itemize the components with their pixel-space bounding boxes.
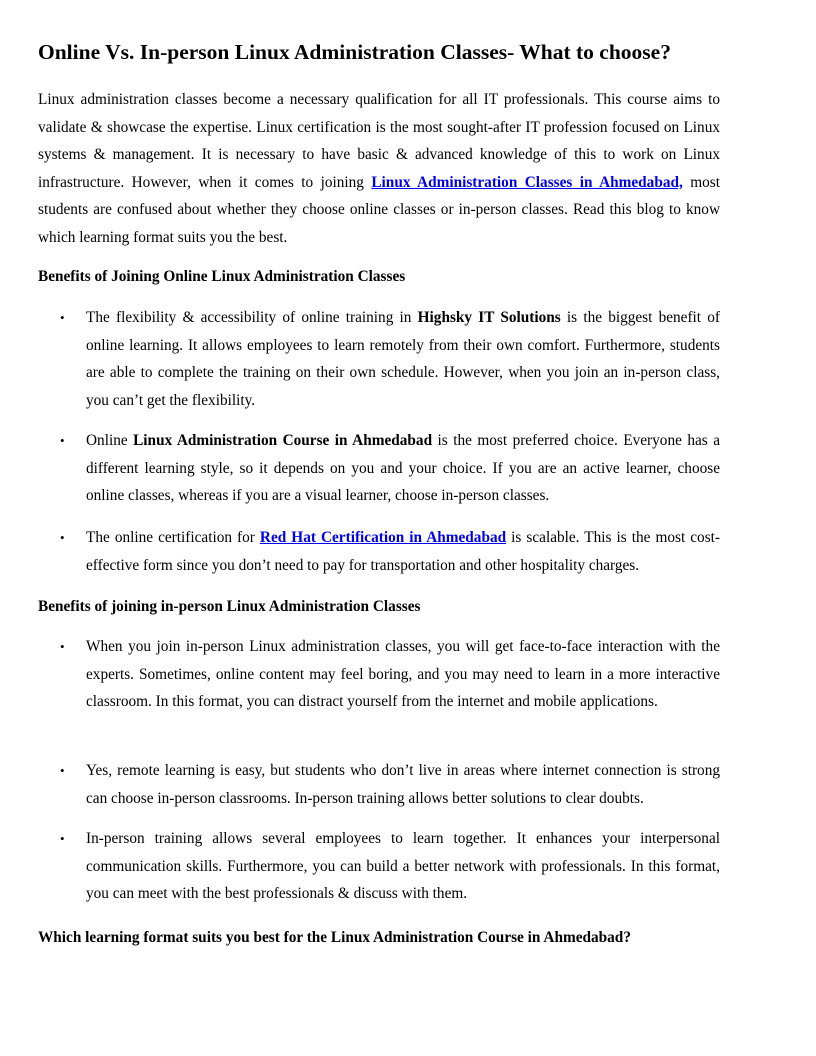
list-item (60, 524, 720, 579)
bullet-icon: • (60, 310, 65, 325)
intro-paragraph (38, 86, 720, 251)
bullet-bold-text: Highsky IT Solutions (417, 309, 561, 326)
bullet-text: Online (86, 432, 134, 449)
list-item (60, 825, 720, 908)
list-item (60, 304, 720, 414)
bullet-icon: • (60, 831, 65, 846)
online-benefits-heading: Benefits of Joining Online Linux Administration Classes (38, 268, 406, 285)
bullet-text: is the most preferred choice. Everyone has a different learning style, so it depends on you and your choice. If you are an active learner, choose online classes, whereas if you are a visual learner, choose in-person classes. (86, 432, 720, 504)
red-hat-certification-link[interactable]: Red Hat Certification in Ahmedabad (259, 529, 507, 546)
bullet-text: When you join in-person Linux administration classes, you will get face-to-face interaction with the experts. Sometimes, online content may feel boring, and you may need to learn in a more interactive classroom. In this format, you can distract yourself from the internet and mobile applications. (86, 638, 720, 710)
bullet-bold-text: Linux Administration Course in Ahmedabad (133, 432, 433, 449)
bullet-text: The flexibility & accessibility of online training in (86, 309, 418, 326)
bullet-text: is the biggest benefit of online learning. It allows employees to learn remotely from their own comfort. Furthermore, students are able to complete the training on their own schedule. However, when you join an in-person class, you can’t get the flexibility. (86, 309, 720, 409)
linux-classes-ahmedabad-link[interactable]: Linux Administration Classes in Ahmedabad, (371, 173, 683, 191)
bullet-icon: • (60, 530, 65, 545)
bullet-icon: • (60, 433, 65, 448)
inperson-benefits-heading: Benefits of joining in-person Linux Administration Classes (38, 598, 421, 615)
bullet-icon: • (60, 639, 65, 654)
bullet-text: is scalable. This is the most cost-effective form since you don’t need to pay for transportation and other hospitality charges. (86, 529, 720, 574)
bullet-icon: • (60, 763, 65, 778)
intro-text-before-link: Linux administration classes become a necessary qualification for all IT professionals. This course aims to validate & showcase the expertise. Linux certification is the most sought-after IT profession focused on Linux systems & management. It is necessary to have basic & advanced knowledge of this to work on Linux infrastructure. However, when it comes to joining (38, 91, 720, 191)
list-item (60, 757, 720, 812)
intro-text-after-link: most students are confused about whether they choose online classes or in-person classes. Read this blog to know which learning format suits you the best. (38, 173, 720, 246)
page-title: Online Vs. In-person Linux Administration Classes- What to choose? (38, 40, 671, 64)
bullet-text: In-person training allows several employees to learn together. It enhances your interpersonal communication skills. Furthermore, you can build a better network with professionals. In this format, you can meet with the best professionals & discuss with them. (86, 830, 720, 902)
list-item (60, 427, 720, 510)
list-item (60, 633, 720, 716)
final-question-heading: Which learning format suits you best for the Linux Administration Course in Ahmedabad? (38, 929, 631, 946)
bullet-text: The online certification for (86, 529, 260, 546)
bullet-text: Yes, remote learning is easy, but students who don’t live in areas where internet connection is strong can choose in-person classrooms. In-person training allows better solutions to clear doubts. (86, 762, 720, 807)
